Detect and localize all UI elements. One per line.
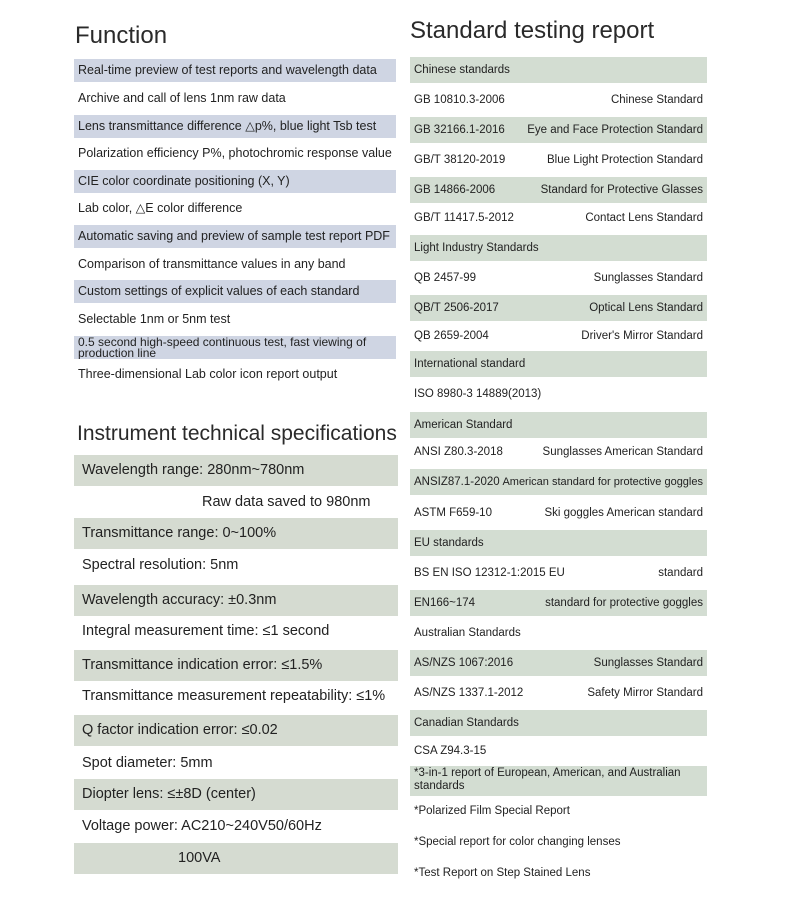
report-row: [410, 323, 707, 349]
report-row: [410, 87, 707, 113]
report-category-eu: [410, 530, 707, 556]
report-name: American standard for protective goggles: [502, 476, 703, 488]
report-row: [410, 439, 707, 465]
report-code: AS/NZS 1067:2016: [414, 657, 514, 669]
report-code: QB/T 2506-2017: [414, 302, 499, 314]
report-row: [410, 738, 707, 764]
report-code: ISO 8980-3 14889(2013): [414, 388, 542, 400]
report-row: [410, 147, 707, 173]
report-name: Sunglasses American Standard: [542, 446, 703, 458]
function-item: Polarization efficiency P%, photochromic response value: [78, 146, 392, 160]
report-row: [410, 265, 707, 291]
report-name: standard: [658, 567, 703, 579]
function-item: Real-time preview of test reports and wavelength data: [74, 59, 396, 82]
report-row: [410, 680, 707, 706]
report-row: [410, 205, 707, 231]
report-code: QB 2659-2004: [414, 330, 489, 342]
report-title: Standard testing report: [410, 17, 655, 44]
report-name: Optical Lens Standard: [589, 302, 703, 314]
report-code: GB 32166.1-2016: [414, 124, 505, 136]
report-code: BS EN ISO 12312-1:2015 EU: [414, 567, 565, 579]
report-code: QB 2457-99: [414, 272, 477, 284]
report-code: EN166~174: [414, 597, 476, 609]
report-special-item: [410, 798, 707, 824]
report-code: Light Industry Standards: [414, 242, 539, 254]
function-item: CIE color coordinate positioning (X, Y): [74, 170, 396, 193]
report-code: ASTM F659-10: [414, 507, 492, 519]
function-item: Selectable 1nm or 5nm test: [78, 312, 231, 326]
report-name: Blue Light Protection Standard: [547, 154, 703, 166]
report-name: Eye and Face Protection Standard: [527, 124, 703, 136]
report-code: GB 14866-2006: [414, 184, 496, 196]
report-row: [410, 590, 707, 616]
function-item: 0.5 second high-speed continuous test, fast viewing of production line: [74, 336, 396, 359]
report-name: Sunglasses Standard: [593, 272, 703, 284]
function-item: Three-dimensional Lab color icon report output: [78, 367, 338, 381]
function-item: Automatic saving and preview of sample test report PDF: [74, 225, 396, 248]
report-special-item: [410, 829, 707, 855]
spec-item: Wavelength range: 280nm~780nm: [74, 455, 398, 486]
report-row: [410, 500, 707, 526]
spec-item: Voltage power: AC210~240V50/60Hz: [82, 818, 322, 834]
report-code: International standard: [414, 358, 526, 370]
function-item: Lab color, △E color difference: [78, 201, 243, 215]
report-name: Sunglasses Standard: [593, 657, 703, 669]
report-category-chinese: [410, 57, 707, 83]
report-name: Contact Lens Standard: [585, 212, 703, 224]
spec-item: Transmittance range: 0~100%: [74, 518, 398, 549]
spec-item: Wavelength accuracy: ±0.3nm: [74, 585, 398, 616]
spec-item: 100VA: [74, 843, 398, 874]
report-category-international: [410, 351, 707, 377]
function-title: Function: [75, 22, 168, 49]
report-name: Standard for Protective Glasses: [540, 184, 703, 196]
report-row: [410, 560, 707, 586]
report-row: [410, 650, 707, 676]
report-category-australian: [410, 620, 707, 646]
report-category-american: [410, 412, 707, 438]
spec-item: Q factor indication error: ≤0.02: [74, 715, 398, 746]
function-item: Archive and call of lens 1nm raw data: [78, 91, 286, 105]
specs-title: Instrument technical specifications: [77, 422, 397, 445]
report-code: *Special report for color changing lenses: [414, 836, 621, 848]
spec-item: Spectral resolution: 5nm: [82, 557, 239, 573]
report-name: Chinese Standard: [610, 94, 703, 106]
report-row: [410, 469, 707, 495]
spec-item: Raw data saved to 980nm: [202, 494, 371, 510]
function-item: Custom settings of explicit values of each standard: [74, 280, 396, 303]
report-code: Australian Standards: [414, 627, 521, 639]
report-code: GB/T 38120-2019: [414, 154, 506, 166]
spec-item: Spot diameter: 5mm: [82, 755, 213, 771]
report-code: ANSI Z80.3-2018: [414, 446, 503, 458]
report-code: Canadian Standards: [414, 717, 519, 729]
report-code: EU standards: [414, 537, 484, 549]
report-code: GB/T 11417.5-2012: [414, 212, 514, 224]
report-row: [410, 295, 707, 321]
report-code: *Polarized Film Special Report: [414, 805, 570, 817]
report-code: Chinese standards: [414, 64, 510, 76]
report-code: American Standard: [414, 419, 513, 431]
report-row: [410, 117, 707, 143]
report-name: Safety Mirror Standard: [587, 687, 703, 699]
function-item: Comparison of transmittance values in any band: [78, 257, 346, 271]
report-special-item: [410, 860, 707, 886]
spec-item: Diopter lens: ≤±8D (center): [74, 779, 398, 810]
report-code: AS/NZS 1337.1-2012: [414, 687, 524, 699]
report-special-item: *3-in-1 report of European, American, and Australian standards: [410, 766, 707, 796]
report-code: CSA Z94.3-15: [414, 745, 487, 757]
spec-item: Integral measurement time: ≤1 second: [82, 623, 330, 639]
report-row: [410, 177, 707, 203]
report-category-canadian: [410, 710, 707, 736]
report-code: ANSIZ87.1-2020: [414, 476, 500, 488]
report-name: Driver's Mirror Standard: [581, 330, 703, 342]
report-name: Ski goggles American standard: [544, 507, 703, 519]
report-category-light-industry: [410, 235, 707, 261]
report-name: standard for protective goggles: [545, 597, 703, 609]
spec-item: Transmittance measurement repeatability: ≤1%: [82, 688, 386, 704]
function-item: Lens transmittance difference △p%, blue light Tsb test: [74, 115, 396, 138]
spec-item: Transmittance indication error: ≤1.5%: [74, 650, 398, 681]
report-code: GB 10810.3-2006: [414, 94, 505, 106]
report-row: [410, 381, 707, 407]
report-code: *Test Report on Step Stained Lens: [414, 867, 591, 879]
